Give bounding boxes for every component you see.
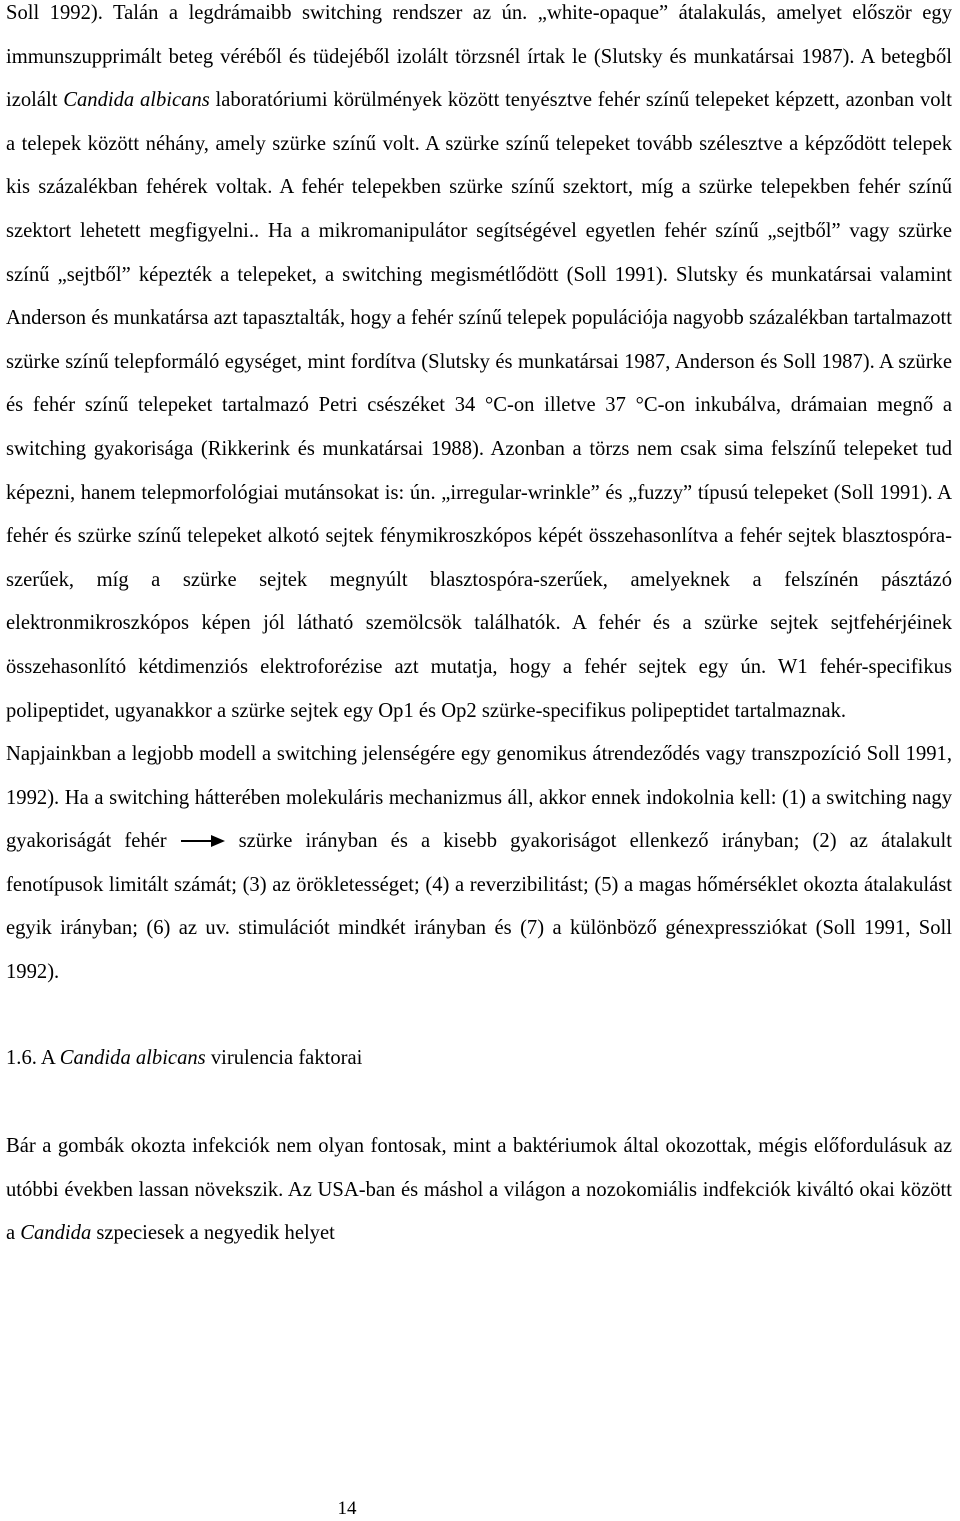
paragraph-virulence-intro <box>6 1125 952 1256</box>
p1-text-a: Soll 1992). Talán a legdrámaibb switching rendszer az ún. „white-opaque” átalakulás, amelyet először egy immunszupprimált beteg véréből és tüdejéből izolált törzsnél írtak le (Slutsky és munkatársai 1987). A betegből izolált <box>6 2 952 112</box>
p3-species-name: Candida <box>20 1222 92 1245</box>
page-number: 14 <box>337 1498 357 1519</box>
p3-text-b: szpeciesek a negyedik helyet <box>91 1222 335 1245</box>
document-page <box>6 0 952 1256</box>
section-heading <box>6 1037 952 1081</box>
heading-number: 1.6. A <box>6 1046 60 1069</box>
p2-text-a: Napjainkban a legjobb modell a switching jelenségére egy genomikus átrendeződés vagy transzpozíció Soll 1991, 1992). Ha a switching hátterében molekuláris mechanizmus áll, akkor ennek indokolnia kell: (1) a switching nagy gyakoriságát fehér <box>6 743 952 853</box>
heading-species-name: Candida albicans <box>59 1046 206 1069</box>
heading-title: virulencia faktorai <box>205 1046 363 1069</box>
paragraph-switching-model <box>6 733 952 995</box>
paragraph-white-opaque-switching <box>6 0 952 733</box>
p3-text-a: Bár a gombák okozta infekciók nem olyan fontosak, mint a baktériumok által okozottak, mégis előfordulásuk az utóbbi években lassan növekszik. Az USA-ban és máshol a világon a nozokomiális indfekciók kiváltó okai között a <box>6 1135 952 1245</box>
p2-text-b: szürke irányban és a kisebb gyakoriságot ellenkező irányban; (2) az átalakult fenotípusok limitált számát; (3) az örökletességet; (4) a reverzibilitást; (5) a magas hőmérséklet okozta átalakulást egyik irányban; (6) az uv. stimulációt mindkét irányban és (7) a különböző génexpressziókat (Soll 1991, Soll 1992). <box>6 830 952 984</box>
p1-species-name: Candida albicans <box>63 89 210 112</box>
right-arrow-icon <box>181 834 225 848</box>
p1-text-b: laboratóriumi körülmények között tenyésztve fehér színű telepeket képzett, azonban volt a telepek között néhány, amely szürke színű volt. A szürke színű telepeket tovább szélesztve a képződött telepek kis százalékban fehérek voltak. A fehér telepekben szürke színű szektort, míg a szürke telepekben fehér színű szektort lehetett megfigyelni.. Ha a mikromanipulátor segítségével egyetlen fehér színű „sejtből” vagy szürke színű „sejtből” képezték a telepeket, a switching megismétlődött (Soll 1991). Slutsky és munkatársai valamint Anderson és munkatársa azt tapasztalták, hogy a fehér színű telepek populációja nagyobb százalékban tartalmazott szürke színű telepformáló egységet, mint fordítva (Slutsky és munkatársai 1987, Anderson és Soll 1987). A szürke és fehér színű telepeket tartalmazó Petri csészéket 34 °C-on illetve 37 °C-on inkubálva, drámaian megnő a switching gyakorisága (Rikkerink és munkatársai 1988). Azonban a törzs nem csak sima felszínű telepeket tud képezni, hanem telepmorfológiai mutánsokat is: ún. „irregular-wrinkle” és „fuzzy” típusú telepeket (Soll 1991). A fehér és szürke színű telepeket alkotó sejtek fénymikroszkópos képét összehasonlítva a fehér sejtek blasztospóra-szerűek, míg a szürke sejtek megnyúlt blasztospóra-szerűek, amelyeknek a felszínén pásztázó elektronmikroszkópos képen jól látható szemölcsök találhatók. A fehér és a szürke sejtek sejtfehérjéinek összehasonlító kétdimenziós elektroforézise azt mutatja, hogy a fehér sejtek egy ún. W1 fehér-specifikus polipeptidet, ugyanakkor a szürke sejtek egy Op1 és Op2 szürke-specifikus polipeptidet tartalmaznak. <box>6 89 952 722</box>
